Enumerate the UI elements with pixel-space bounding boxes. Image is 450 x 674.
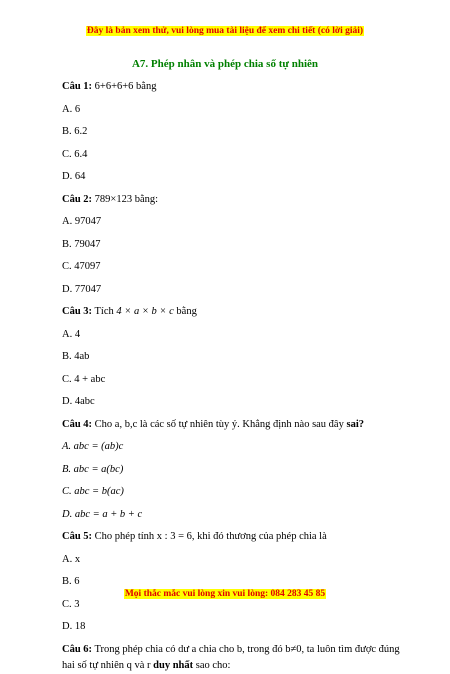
question-text-end: bằng xyxy=(173,306,197,317)
option: B. 6 xyxy=(62,576,80,587)
option: A. x xyxy=(62,553,81,565)
question-3 xyxy=(62,301,402,324)
contact-footer-text: Mọi thắc mắc vui lòng xin vui lòng: 084 283 45 85 xyxy=(124,589,326,599)
option: A. 4 xyxy=(62,328,81,340)
question-4 xyxy=(62,414,402,437)
question-emphasis: duy nhất xyxy=(153,659,194,671)
option: C. abc = b(ac) xyxy=(62,486,124,497)
question-list xyxy=(62,76,402,674)
option: B. abc = a(bc) xyxy=(62,463,124,475)
option: A. 97047 xyxy=(62,216,102,227)
option: C. 4 + abc xyxy=(62,373,106,385)
question-label: Câu 3: xyxy=(62,306,93,317)
question-text: Trong phép chia có dư a chia cho b, trong đó b≠0, ta luôn tìm được đúng hai số tự nhiên q và r xyxy=(62,643,400,671)
option: D. 4abc xyxy=(62,396,95,407)
question-emphasis: sai? xyxy=(346,418,364,430)
option: B. 79047 xyxy=(62,238,101,250)
question-2 xyxy=(62,189,402,212)
question-label: Câu 6: xyxy=(62,643,93,655)
question-label: Câu 1: xyxy=(62,81,93,92)
preview-notice xyxy=(0,26,450,36)
option: D. abc = a + b + c xyxy=(62,508,143,520)
question-text: Cho phép tính x : 3 = 6, khi đó thương của phép chia là xyxy=(92,531,327,542)
option: C. 3 xyxy=(62,598,80,610)
option: B. 6.2 xyxy=(62,126,88,137)
option: C. 6.4 xyxy=(62,148,88,160)
question-label: Câu 2: xyxy=(62,193,93,205)
question-text: Tích xyxy=(92,306,117,317)
question-label: Câu 4: xyxy=(62,418,93,430)
page-title: A7. Phép nhân và phép chia số tự nhiên xyxy=(131,58,318,70)
preview-notice-text: Đây là bản xem thử, vui lòng mua tài liệu để xem chi tiết (có lời giải) xyxy=(86,26,364,36)
question-1 xyxy=(62,76,402,99)
question-text: 6+6+6+6 bằng xyxy=(92,81,157,92)
option: B. 4ab xyxy=(62,351,90,362)
option: D. 64 xyxy=(62,171,86,182)
question-6 xyxy=(62,639,402,674)
math-expression: 4 × a × b × c xyxy=(116,306,174,317)
question-text: Cho a, b,c là các số tự nhiên tùy ý. Khẳng định nào sau đây xyxy=(92,418,347,430)
question-5 xyxy=(62,526,402,549)
question-text: 789×123 bằng: xyxy=(92,193,159,205)
option: D. 18 xyxy=(62,621,86,632)
option: A. abc = (ab)c xyxy=(62,441,124,452)
question-label: Câu 5: xyxy=(62,531,93,542)
option: A. 6 xyxy=(62,103,81,115)
contact-footer xyxy=(0,589,450,599)
question-text-end: sao cho: xyxy=(193,659,231,671)
option: D. 77047 xyxy=(62,283,102,295)
option: C. 47097 xyxy=(62,261,101,272)
